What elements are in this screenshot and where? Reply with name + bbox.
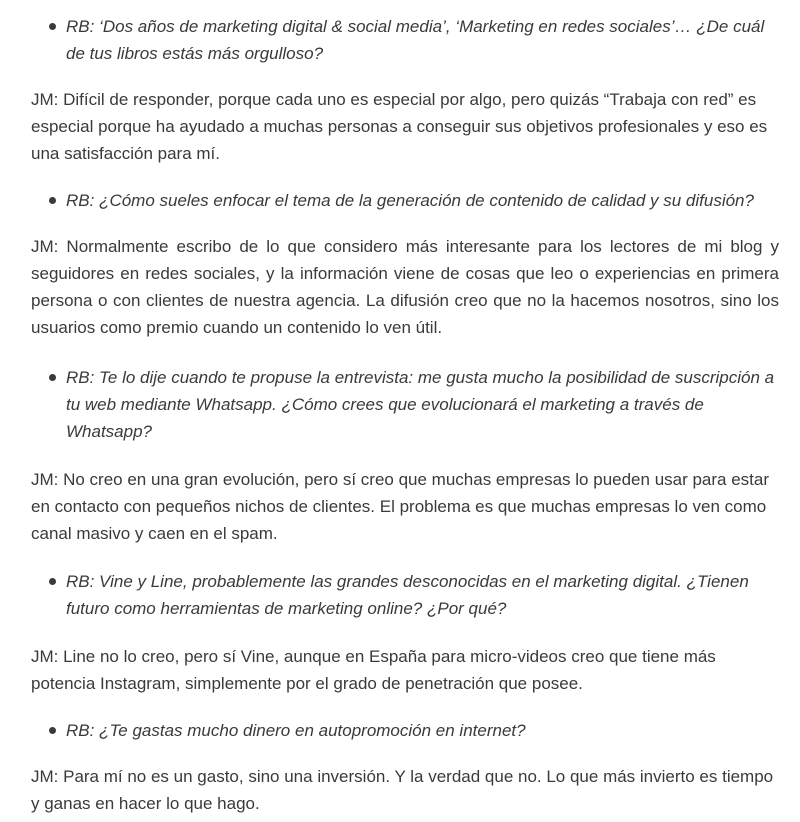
interview-question: RB: ¿Cómo sueles enfocar el tema de la generación de contenido de calidad y su difusión? [66, 187, 778, 214]
interview-question: RB: Vine y Line, probablemente las grandes desconocidas en el marketing digital. ¿Tienen futuro como herramientas de marketing online? ¿Por qué? [66, 568, 778, 622]
interview-question: RB: Te lo dije cuando te propuse la entrevista: me gusta mucho la posibilidad de suscripción a tu web mediante Whatsapp. ¿Cómo crees que evolucionará el marketing a través de Whatsapp? [66, 364, 778, 445]
interview-question: RB: ¿Te gastas mucho dinero en autopromoción en internet? [66, 717, 778, 744]
interview-answer: JM: Line no lo creo, pero sí Vine, aunque en España para micro-videos creo que tiene más potencia Instagram, simplemente por el grado de penetración que posee. [31, 647, 716, 693]
interview-question: RB: ‘Dos años de marketing digital & social media’, ‘Marketing en redes sociales’… ¿De cuál de tus libros estás más orgulloso? [66, 13, 778, 67]
interview-answer: JM: Difícil de responder, porque cada uno es especial por algo, pero quizás “Trabaja con red” es especial porque ha ayudado a muchas personas a conseguir sus objetivos profesionales y eso es una satisfacción para mí. [31, 90, 768, 163]
interview-answer: JM: Para mí no es un gasto, sino una inversión. Y la verdad que no. Lo que más invierto es tiempo y ganas en hacer lo que hago. [31, 767, 774, 813]
interview-answer: JM: Normalmente escribo de lo que considero más interesante para los lectores de mi blog y seguidores en redes sociales, y la información viene de cosas que leo o experiencias en primera persona o con clientes de nuestra agencia. La difusión creo que no la hacemos nosotros, sino los usuarios como premio cuando un contenido lo ven útil. [31, 237, 779, 337]
interview-answer: JM: No creo en una gran evolución, pero sí creo que muchas empresas lo pueden usar para estar en contacto con pequeños nichos de clientes. El problema es que muchas empresas lo ven como canal masivo y caen en el spam. [31, 470, 770, 543]
